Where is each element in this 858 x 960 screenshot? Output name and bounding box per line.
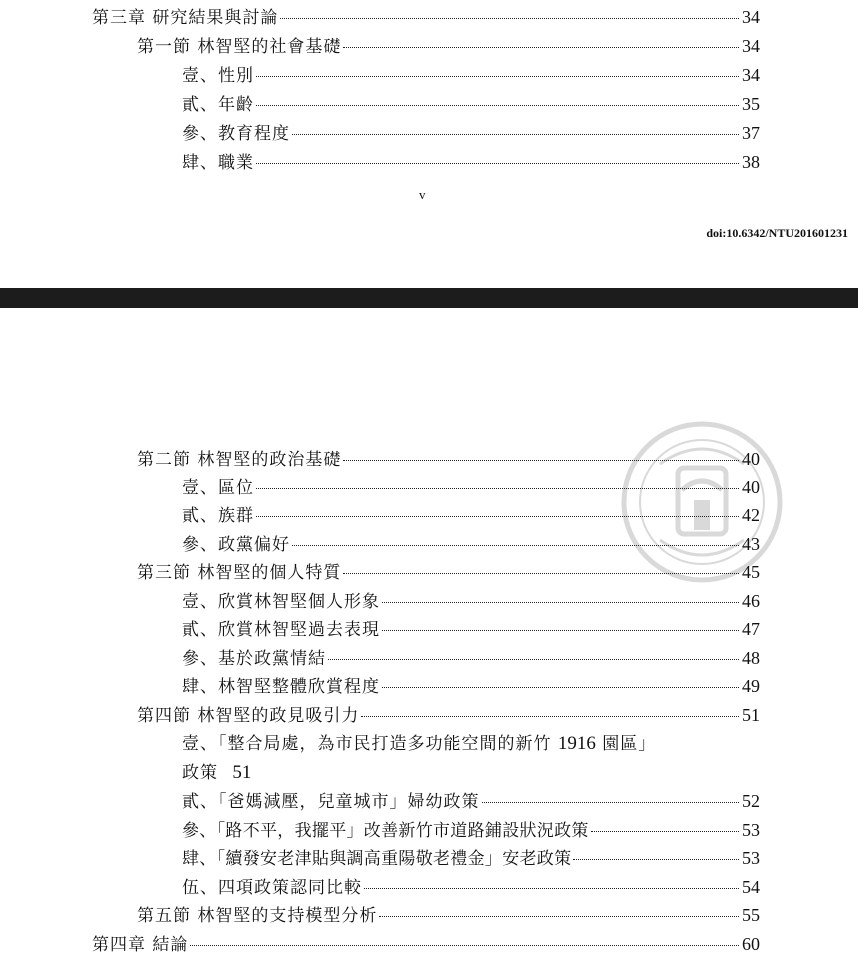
toc-entry-label: 壹、性別	[182, 66, 254, 86]
toc-page-number: 40	[742, 477, 760, 497]
toc-entry[interactable]	[137, 449, 760, 470]
toc-page-number: 38	[742, 152, 760, 172]
toc-entry[interactable]	[182, 65, 760, 86]
toc-entry-label: 貳、「爸媽減壓，兒童城市」婦幼政策	[182, 792, 480, 812]
toc-entry[interactable]	[182, 591, 760, 612]
toc-entry[interactable]	[182, 820, 760, 841]
toc-page-number: 46	[742, 591, 760, 611]
toc-entry-label: 第三章 研究結果與討論	[92, 8, 279, 28]
toc-entry[interactable]	[182, 534, 760, 555]
toc-entry[interactable]	[182, 505, 760, 526]
page-number-footer: v	[419, 187, 426, 202]
toc-page-number: 55	[742, 905, 760, 925]
dot-leader	[382, 630, 739, 631]
dot-leader	[292, 134, 739, 135]
toc-page-number: 60	[742, 934, 760, 954]
dot-leader	[256, 76, 739, 77]
dot-leader	[382, 602, 739, 603]
toc-page-number: 53	[742, 820, 760, 840]
dot-leader	[364, 888, 739, 889]
toc-entry[interactable]	[182, 676, 760, 697]
dot-leader	[256, 163, 739, 164]
toc-page-number: 49	[742, 676, 760, 696]
toc-entry[interactable]	[182, 848, 760, 869]
toc-entry-label: 第二節 林智堅的政治基礎	[137, 450, 342, 470]
toc-page-number: 42	[742, 505, 760, 525]
toc-entry-label: 壹、欣賞林智堅個人形象	[182, 592, 380, 612]
toc-entry-label: 貳、年齡	[182, 95, 254, 115]
toc-page-number: 54	[742, 877, 760, 897]
dot-leader	[280, 18, 739, 19]
toc-entry[interactable]	[137, 905, 760, 926]
toc-entry-label: 參、教育程度	[182, 124, 290, 144]
toc-entry[interactable]	[137, 705, 760, 726]
toc-page-number: 51	[742, 705, 760, 725]
toc-page-number: 52	[742, 791, 760, 811]
toc-entry[interactable]	[92, 934, 760, 955]
dot-leader	[343, 573, 739, 574]
dot-leader	[573, 859, 739, 860]
top-page	[0, 0, 858, 288]
toc-page-number: 37	[742, 123, 760, 143]
toc-page-number: 34	[742, 36, 760, 56]
dot-leader	[361, 716, 739, 717]
toc-page-number: 43	[742, 534, 760, 554]
toc-entry-label: 伍、四項政策認同比較	[182, 878, 362, 898]
dot-leader	[343, 460, 739, 461]
toc-entry[interactable]	[182, 94, 760, 115]
toc-entry-wrapped-line1[interactable]	[182, 734, 656, 754]
doi-label: doi:10.6342/NTU201601231	[706, 226, 848, 240]
toc-page-number: 47	[742, 619, 760, 639]
dot-leader	[292, 545, 739, 546]
toc-page-number: 34	[742, 65, 760, 85]
toc-entry[interactable]	[182, 152, 760, 173]
dot-leader	[591, 831, 739, 832]
toc-entry[interactable]	[182, 791, 760, 812]
toc-page-number: 40	[742, 449, 760, 469]
toc-entry-label: 第一節 林智堅的社會基礎	[137, 37, 342, 57]
toc-entry-label: 肆、職業	[182, 153, 254, 173]
dot-leader	[190, 945, 739, 946]
toc-entry-number: 1916	[557, 733, 596, 754]
toc-entry[interactable]	[182, 477, 760, 498]
toc-entry-label: 園區」	[595, 734, 657, 754]
dot-leader	[256, 488, 739, 489]
toc-entry-wrapped-line2[interactable]	[182, 763, 251, 783]
toc-entry-label: 政策	[182, 763, 225, 783]
dot-leader	[379, 916, 739, 917]
toc-entry-label: 參、基於政黨情結	[182, 649, 326, 669]
toc-entry-label: 第五節 林智堅的支持模型分析	[137, 906, 378, 926]
dot-leader	[256, 105, 739, 106]
toc-entry[interactable]	[92, 7, 760, 28]
toc-entry-label: 參、政黨偏好	[182, 535, 290, 555]
toc-entry-label: 第四節 林智堅的政見吸引力	[137, 706, 360, 726]
toc-page-number: 48	[742, 648, 760, 668]
toc-entry[interactable]	[137, 36, 760, 57]
toc-entry-label: 參、「路不平，我擺平」改善新竹市道路鋪設狀況政策	[182, 821, 589, 841]
toc-entry-label: 壹、「整合局處，為市民打造多功能空間的新竹	[182, 734, 558, 754]
university-seal-watermark	[620, 420, 784, 584]
toc-entry-label: 肆、林智堅整體欣賞程度	[182, 677, 380, 697]
toc-entry-label: 貳、欣賞林智堅過去表現	[182, 620, 380, 640]
toc-page-number: 51	[232, 762, 252, 783]
toc-entry-label: 第四章 結論	[92, 935, 189, 955]
toc-entry-label: 肆、「續發安老津貼與調高重陽敬老禮金」安老政策	[182, 849, 572, 869]
dot-leader	[256, 516, 739, 517]
dot-leader	[328, 659, 739, 660]
toc-page-number: 35	[742, 94, 760, 114]
dot-leader	[482, 802, 740, 803]
toc-entry[interactable]	[182, 648, 760, 669]
toc-entry-label: 貳、族群	[182, 506, 254, 526]
toc-entry[interactable]	[137, 562, 760, 583]
toc-entry[interactable]	[182, 619, 760, 640]
toc-page-number: 45	[742, 562, 760, 582]
dot-leader	[382, 687, 739, 688]
dot-leader	[343, 47, 739, 48]
toc-entry-label: 第三節 林智堅的個人特質	[137, 563, 342, 583]
toc-entry-label: 壹、區位	[182, 478, 254, 498]
toc-page-number: 34	[742, 7, 760, 27]
page-separator	[0, 288, 858, 308]
toc-page-number: 53	[742, 848, 760, 868]
toc-entry[interactable]	[182, 877, 760, 898]
toc-entry[interactable]	[182, 123, 760, 144]
